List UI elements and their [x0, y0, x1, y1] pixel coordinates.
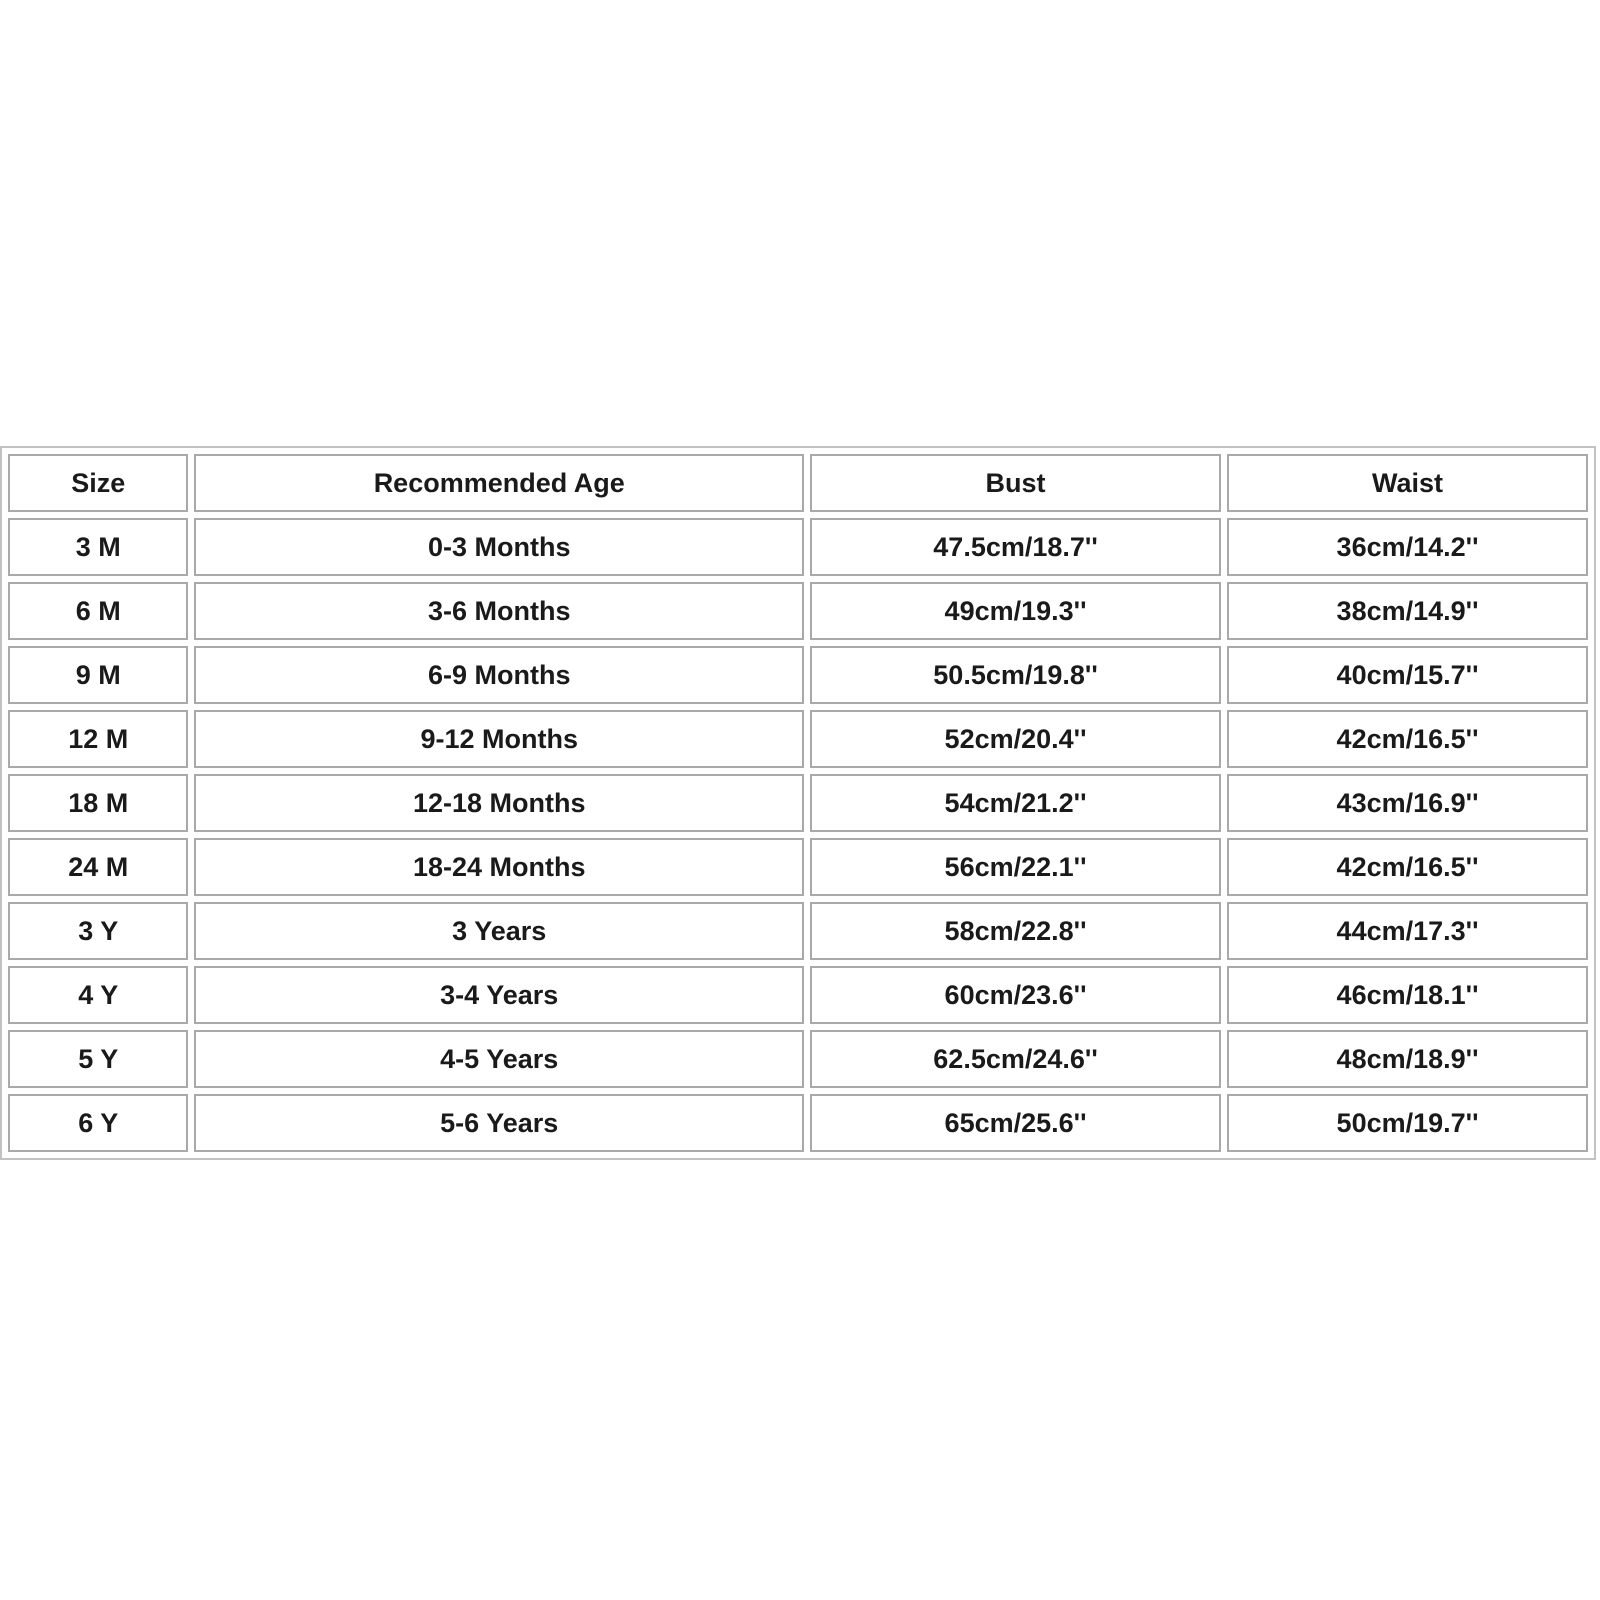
cell-waist: 36cm/14.2''	[1227, 518, 1588, 576]
cell-size: 9 M	[8, 646, 188, 704]
cell-recommended-age: 6-9 Months	[194, 646, 804, 704]
table-row	[8, 1094, 1588, 1152]
cell-waist: 38cm/14.9''	[1227, 582, 1588, 640]
cell-recommended-age: 3-6 Months	[194, 582, 804, 640]
cell-bust: 49cm/19.3''	[810, 582, 1221, 640]
header-bust: Bust	[810, 454, 1221, 512]
cell-waist: 50cm/19.7''	[1227, 1094, 1588, 1152]
table-row	[8, 710, 1588, 768]
cell-recommended-age: 12-18 Months	[194, 774, 804, 832]
cell-bust: 50.5cm/19.8''	[810, 646, 1221, 704]
cell-recommended-age: 4-5 Years	[194, 1030, 804, 1088]
cell-waist: 43cm/16.9''	[1227, 774, 1588, 832]
cell-recommended-age: 18-24 Months	[194, 838, 804, 896]
table-row	[8, 838, 1588, 896]
cell-recommended-age: 3 Years	[194, 902, 804, 960]
cell-bust: 65cm/25.6''	[810, 1094, 1221, 1152]
cell-size: 3 M	[8, 518, 188, 576]
cell-recommended-age: 9-12 Months	[194, 710, 804, 768]
cell-waist: 44cm/17.3''	[1227, 902, 1588, 960]
cell-waist: 46cm/18.1''	[1227, 966, 1588, 1024]
table-row	[8, 518, 1588, 576]
header-size: Size	[8, 454, 188, 512]
size-chart-table	[0, 446, 1596, 1160]
header-waist: Waist	[1227, 454, 1588, 512]
table-header-row	[8, 454, 1588, 512]
cell-bust: 62.5cm/24.6''	[810, 1030, 1221, 1088]
table-row	[8, 902, 1588, 960]
cell-bust: 60cm/23.6''	[810, 966, 1221, 1024]
table-row	[8, 966, 1588, 1024]
cell-waist: 42cm/16.5''	[1227, 838, 1588, 896]
cell-bust: 56cm/22.1''	[810, 838, 1221, 896]
table-row	[8, 646, 1588, 704]
cell-size: 6 M	[8, 582, 188, 640]
cell-size: 3 Y	[8, 902, 188, 960]
cell-size: 5 Y	[8, 1030, 188, 1088]
cell-bust: 54cm/21.2''	[810, 774, 1221, 832]
header-recommended-age: Recommended Age	[194, 454, 804, 512]
table-row	[8, 582, 1588, 640]
cell-waist: 42cm/16.5''	[1227, 710, 1588, 768]
cell-size: 12 M	[8, 710, 188, 768]
cell-recommended-age: 0-3 Months	[194, 518, 804, 576]
table-row	[8, 774, 1588, 832]
cell-bust: 58cm/22.8''	[810, 902, 1221, 960]
cell-recommended-age: 3-4 Years	[194, 966, 804, 1024]
cell-size: 6 Y	[8, 1094, 188, 1152]
cell-bust: 52cm/20.4''	[810, 710, 1221, 768]
cell-waist: 48cm/18.9''	[1227, 1030, 1588, 1088]
cell-waist: 40cm/15.7''	[1227, 646, 1588, 704]
cell-size: 24 M	[8, 838, 188, 896]
cell-size: 18 M	[8, 774, 188, 832]
cell-recommended-age: 5-6 Years	[194, 1094, 804, 1152]
cell-bust: 47.5cm/18.7''	[810, 518, 1221, 576]
cell-size: 4 Y	[8, 966, 188, 1024]
table-row	[8, 1030, 1588, 1088]
